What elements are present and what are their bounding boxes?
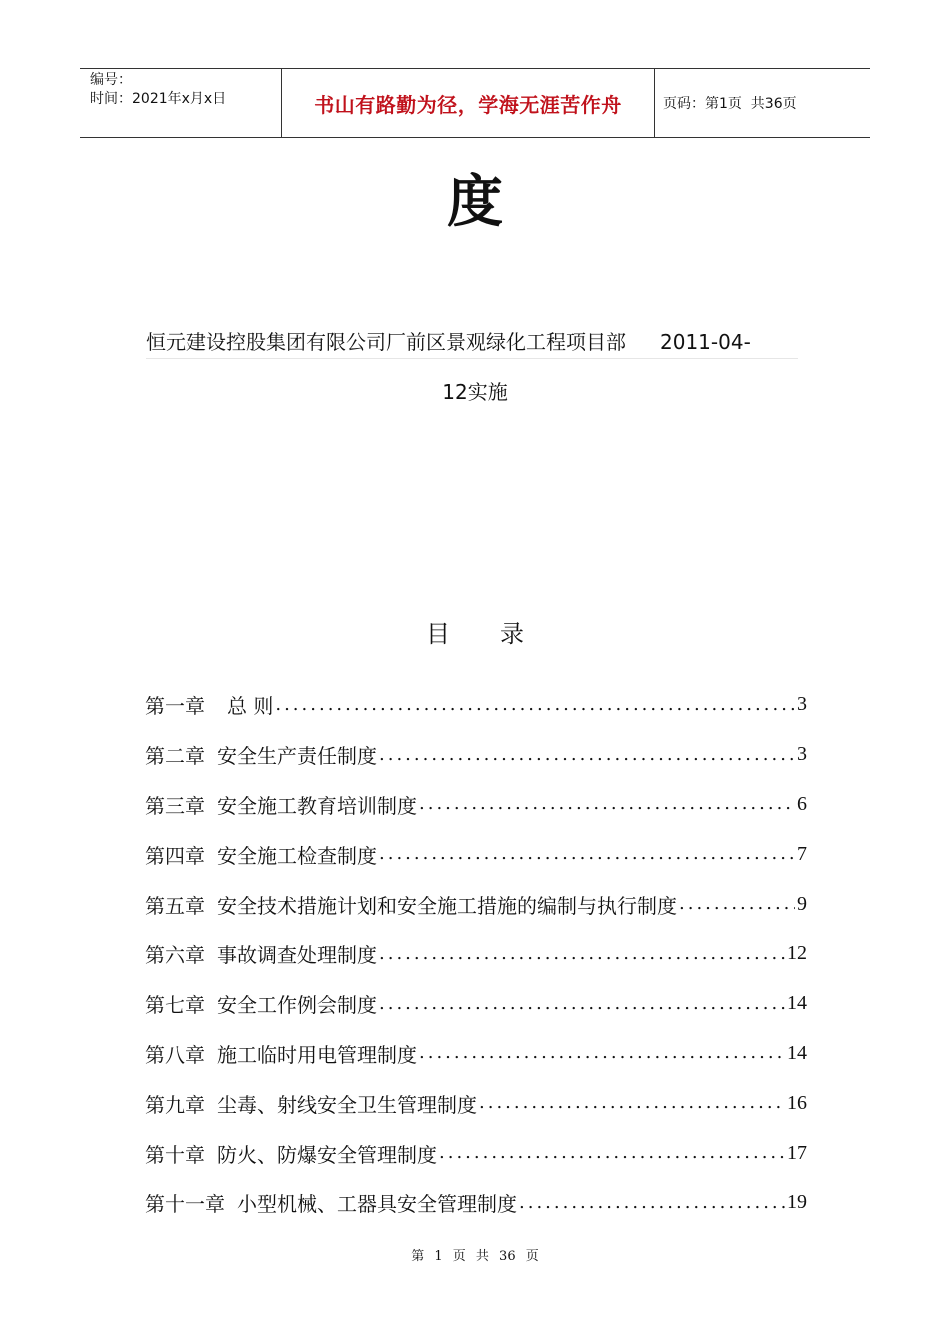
toc-chapter-title: 安全生产责任制度: [217, 744, 377, 769]
toc-chapter-title: 防火、防爆安全管理制度: [217, 1142, 437, 1167]
toc-chapter-title: 安全技术措施计划和安全施工措施的编制与执行制度: [217, 893, 677, 918]
toc-chapter-title: 安全工作例会制度: [217, 993, 377, 1018]
toc-dot-leader: [419, 1043, 785, 1063]
toc-entry[interactable]: [145, 829, 807, 879]
toc-chapter-number: 第九章: [145, 1092, 205, 1117]
toc-page-number: 17: [787, 1141, 807, 1164]
document-title: 度: [447, 170, 503, 235]
toc-entry[interactable]: [145, 730, 807, 780]
subtitle-date: 2011-04-: [660, 330, 751, 354]
toc-chapter-number: 第五章: [145, 893, 205, 918]
toc-page-number: 19: [787, 1191, 807, 1214]
header-page-info: [655, 69, 870, 137]
toc-entry[interactable]: [145, 780, 807, 830]
toc-page-number: 16: [787, 1091, 807, 1114]
toc-page-number: 3: [797, 693, 807, 716]
toc-dot-leader: [379, 944, 785, 964]
toc-chapter-title: 施工临时用电管理制度: [217, 1042, 417, 1067]
toc-dot-leader: [679, 894, 795, 914]
page-footer: 第 1 页 共 36 页: [411, 1249, 539, 1264]
subtitle-line: [146, 327, 798, 359]
toc-chapter-title: 安全施工教育培训制度: [217, 793, 417, 818]
toc-chapter-number: 第三章: [145, 793, 205, 818]
page-header: [80, 68, 870, 138]
toc-entry[interactable]: [145, 1128, 807, 1178]
toc-page-number: 9: [797, 892, 807, 915]
document-time: 时间：2021年x月x日: [90, 91, 227, 107]
toc-chapter-number: 第一章: [145, 694, 205, 719]
toc-chapter-title: 安全施工检查制度: [217, 843, 377, 868]
toc-entry[interactable]: [145, 680, 807, 730]
toc-dot-leader: [275, 695, 795, 715]
toc-dot-leader: [419, 794, 795, 814]
toc-chapter-number: 第六章: [145, 943, 205, 968]
toc-chapter-number: 第二章: [145, 744, 205, 769]
header-page-text: 页码：第1页 共36页: [663, 96, 797, 112]
toc-entry[interactable]: [145, 1078, 807, 1128]
toc-page-number: 3: [797, 743, 807, 766]
toc-page-number: 6: [797, 792, 807, 815]
toc-chapter-title: 尘毒、射线安全卫生管理制度: [217, 1092, 477, 1117]
toc-dot-leader: [379, 745, 795, 765]
toc-dot-leader: [519, 1193, 785, 1213]
table-of-contents: [145, 680, 807, 1228]
toc-chapter-title: 总 则: [227, 694, 274, 719]
subtitle-implementation: 12实施: [442, 380, 508, 404]
toc-chapter-number: 第十一章: [145, 1192, 225, 1217]
toc-entry[interactable]: [145, 1178, 807, 1228]
toc-dot-leader: [439, 1143, 785, 1163]
toc-entry[interactable]: [145, 879, 807, 929]
toc-page-number: 7: [797, 842, 807, 865]
header-meta: [80, 69, 282, 137]
toc-chapter-number: 第十章: [145, 1142, 205, 1167]
toc-chapter-number: 第四章: [145, 843, 205, 868]
toc-chapter-title: 事故调查处理制度: [217, 943, 377, 968]
toc-page-number: 14: [787, 992, 807, 1015]
toc-entry[interactable]: [145, 979, 807, 1029]
document-number-label: 编号：: [90, 72, 132, 88]
toc-dot-leader: [379, 844, 795, 864]
toc-chapter-number: 第七章: [145, 993, 205, 1018]
toc-page-number: 12: [787, 942, 807, 965]
toc-chapter-title: 小型机械、工器具安全管理制度: [237, 1192, 517, 1217]
toc-dot-leader: [379, 994, 785, 1014]
toc-entry[interactable]: [145, 1029, 807, 1079]
toc-entry[interactable]: [145, 929, 807, 979]
toc-chapter-number: 第八章: [145, 1042, 205, 1067]
header-motto: 书山有路勤为径，学海无涯苦作舟: [282, 69, 655, 137]
toc-heading: 目录: [426, 620, 574, 648]
subtitle-organization: 恒元建设控股集团有限公司厂前区景观绿化工程项目部: [146, 330, 626, 354]
toc-dot-leader: [479, 1093, 785, 1113]
toc-page-number: 14: [787, 1041, 807, 1064]
